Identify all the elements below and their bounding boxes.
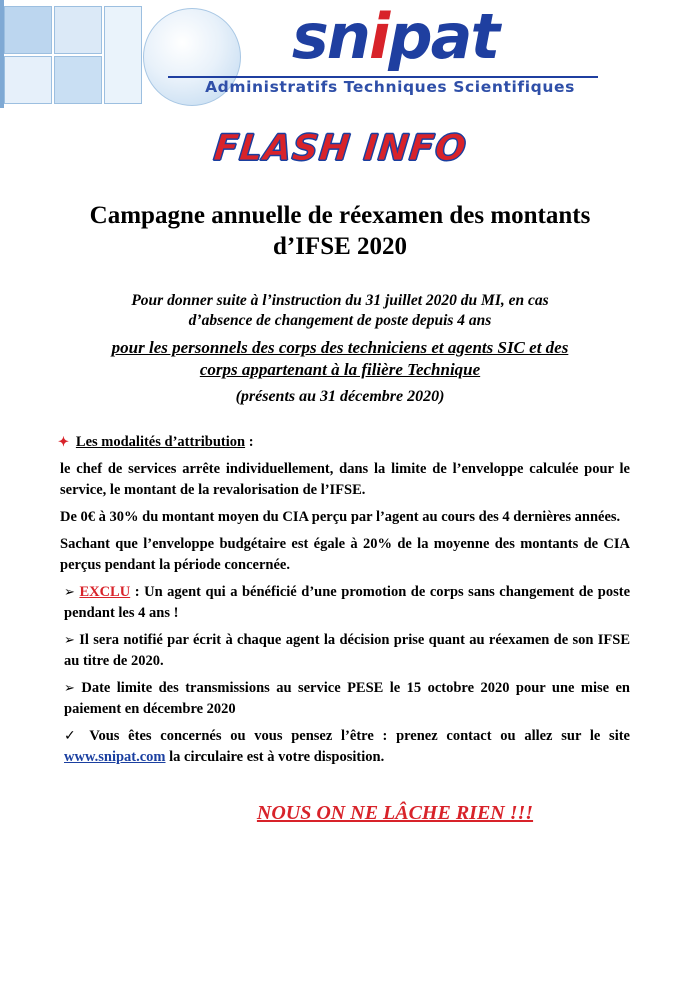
paragraph-modalites-1: le chef de services arrête individuellement, dans la limite de l’enveloppe calculée pour le service, le montant de la revalorisation de l’IFSE. [60, 460, 630, 498]
list-item-contact-after: la circulaire est à votre disposition. [165, 748, 385, 765]
paragraph-modalites-3: Sachant que l’enveloppe budgétaire est égale à 20% de la moyenne des montants de CIA perçus pendant la période concernée. [60, 535, 630, 573]
list-item-contact [64, 726, 630, 768]
intro-paragraph [55, 291, 625, 331]
arrow-bullet-icon: ➢ [64, 632, 75, 648]
intro-strong-line1: pour les personnels des corps des techniciens et agents SIC et des [111, 337, 569, 357]
arrow-bullet-icon: ➢ [64, 680, 75, 696]
document-body [50, 432, 630, 768]
list-item-exclu [64, 582, 630, 624]
section-modalites-heading [58, 432, 630, 453]
decor-square-5 [104, 6, 142, 104]
header-banner [0, 0, 680, 112]
list-item-deadline-text: Date limite des transmissions au service PESE le 15 octobre 2020 pour une mise en paiement en décembre 2020 [64, 679, 631, 717]
intro-line1: Pour donner suite à l’instruction du 31 juillet 2020 du MI, en cas [131, 291, 549, 309]
list-item-notification-text: Il sera notifié par écrit à chaque agent la décision prise quant au réexamen de son IFSE au titre de 2020. [64, 631, 631, 669]
logo-tagline: Administratifs Techniques Scientifiques [205, 78, 575, 96]
list-item-deadline [64, 678, 630, 720]
flash-info-badge: FLASH INFO [211, 128, 469, 169]
decor-square-1 [4, 6, 52, 54]
page-title [38, 200, 642, 263]
list-item-contact-before: Vous êtes concernés ou vous pensez l’être : prenez contact ou allez sur le site [89, 727, 630, 744]
snipat-website-link[interactable]: www.snipat.com [64, 748, 166, 765]
decor-square-3 [4, 56, 52, 104]
arrow-bullet-icon: ➢ [64, 584, 75, 600]
closing-slogan: NOUS ON NE LÂCHE RIEN !!! [256, 801, 534, 824]
logo-word-part1: sn [291, 0, 369, 73]
page-title-line1: Campagne annuelle de réexamen des montants [89, 202, 591, 229]
intro-strong-line2: corps appartenant à la filière Technique [199, 360, 481, 380]
exclu-label: EXCLU [79, 583, 131, 600]
decor-square-4 [54, 56, 102, 104]
page-title-line2: d’IFSE 2020 [272, 233, 408, 261]
section-modalites-colon: : [245, 433, 254, 450]
check-bullet-icon: ✓ [64, 727, 81, 744]
paragraph-modalites-2: De 0€ à 30% du montant moyen du CIA perçu par l’agent au cours des 4 dernières années. [60, 508, 621, 525]
intro-strong [18, 337, 662, 382]
logo-word-part2: i [368, 0, 389, 73]
diamond-bullet-icon: ✦ [58, 433, 69, 449]
decor-square-2 [54, 6, 102, 54]
logo-wordmark [160, 0, 630, 73]
list-item-notification [64, 630, 630, 672]
logo-word-part3: pat [388, 0, 499, 73]
intro-subtitle: (présents au 31 décembre 2020) [235, 387, 445, 405]
intro-line2: d’absence de changement de poste depuis 4 ans [188, 311, 492, 329]
flash-info-banner [0, 126, 680, 182]
exclu-text: : Un agent qui a bénéficié d’une promotion de corps sans changement de poste pendant les 4 ans ! [64, 583, 630, 621]
section-modalites-label: Les modalités d’attribution [75, 433, 246, 450]
